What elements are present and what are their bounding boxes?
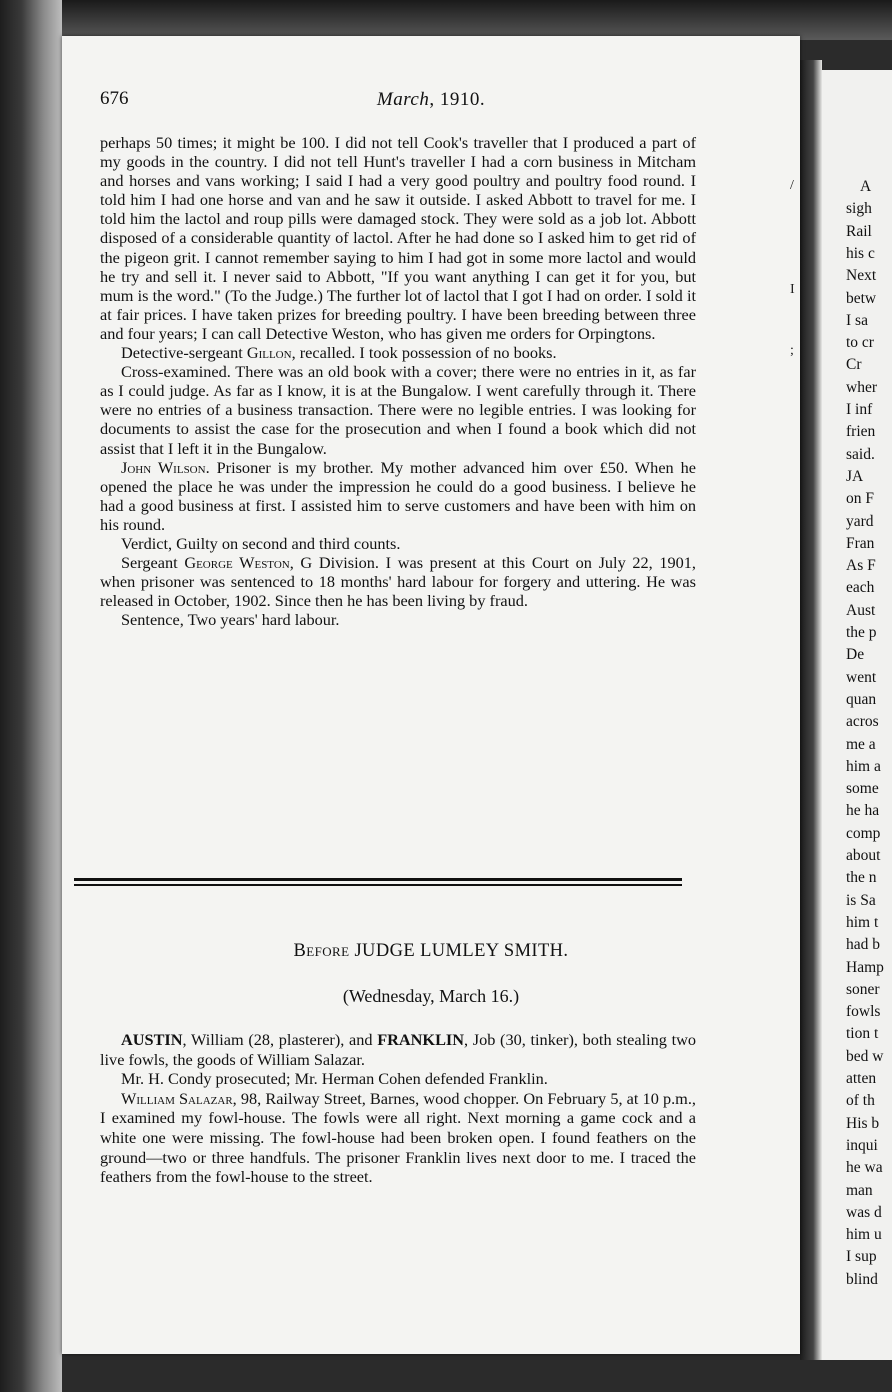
book-gutter	[800, 60, 822, 1360]
adjacent-page-edge	[822, 70, 892, 1360]
weston-prefix: Sergeant	[121, 553, 185, 573]
paragraph-cross-examined: Cross-examined. There was an old book with a cover; there were no entries in it, as far as I could judge. As far as I know, it is at the Bungalow. I went carefully through it. There were no entries of a business transaction. There were no legible entries. I was looking for documents to assist the case for the prosecution and when I found a book which did not assist that I left it in the Bungalow.	[100, 362, 696, 458]
adjacent-page-fragment: I inf	[846, 401, 873, 418]
adjacent-page-fragment: man	[846, 1181, 873, 1199]
gillon-prefix: Detective-sergeant	[121, 343, 247, 363]
running-head-month: March	[376, 89, 430, 110]
paragraph-sentence: Sentence, Two years' hard labour.	[121, 610, 340, 630]
adjacent-page-fragment: frien	[846, 423, 876, 441]
adjacent-page-fragment: yard	[846, 512, 874, 530]
scan-top-border	[0, 0, 892, 40]
adjacent-page-fragment: JA	[846, 467, 864, 485]
charge-text-1: , William (28, plasterer), and	[182, 1030, 378, 1049]
page-number: 676	[100, 88, 129, 109]
defendant-franklin: FRANKLIN	[377, 1030, 465, 1049]
section-judge: JUDGE LUMLEY SMITH.	[349, 941, 569, 961]
adjacent-page-fragment: Next	[846, 267, 877, 285]
margin-mark: /	[790, 178, 794, 193]
case-text	[100, 1030, 696, 1187]
adjacent-page-fragment: he wa	[846, 1159, 883, 1177]
adjacent-page-fragment: De	[846, 646, 865, 664]
section-heading	[62, 941, 800, 962]
adjacent-page-fragment: sigh	[846, 200, 872, 218]
wilson-name: John Wilson	[121, 457, 206, 477]
adjacent-page-fragment: wher	[846, 378, 877, 396]
adjacent-page-fragment: the p	[846, 624, 877, 641]
adjacent-page-fragment: bed w	[846, 1047, 884, 1065]
running-head-year: , 1910.	[429, 89, 486, 110]
adjacent-page-fragment: of th	[846, 1092, 875, 1110]
gillon-name: Gillon	[246, 343, 292, 363]
paragraph-gillon	[100, 343, 696, 362]
adjacent-page-fragment: acros	[846, 713, 879, 731]
adjacent-page-fragment: As F	[846, 557, 876, 575]
adjacent-page-fragment: Cr	[846, 356, 862, 374]
wilson-text: . Prisoner is my brother. My mother advanced him over £50. When he opened the place he was under the impression he could do a good business. I believe he had a good business at first. I assisted him to serve customers and have been with him on his round.	[100, 457, 696, 534]
defendant-austin: AUSTIN	[121, 1030, 183, 1049]
adjacent-page-fragment: I sup	[846, 1248, 877, 1266]
margin-mark: I	[790, 282, 795, 297]
adjacent-page-fragment: I sa	[846, 311, 868, 329]
adjacent-page-fragment: to cr	[846, 334, 874, 352]
paragraph-charge	[100, 1030, 696, 1069]
divider-thick-rule	[74, 878, 682, 881]
adjacent-page-fragment: atten	[846, 1070, 877, 1087]
section-date: (Wednesday, March 16.)	[342, 986, 520, 1006]
adjacent-page-fragment: quan	[846, 690, 877, 708]
adjacent-page-fragment: betw	[846, 289, 877, 307]
paragraph-counsel: Mr. H. Condy prosecuted; Mr. Herman Cohen defended Franklin.	[121, 1069, 548, 1089]
adjacent-page-fragment: him a	[846, 757, 881, 775]
adjacent-page-fragment: Fran	[846, 534, 875, 552]
margin-mark: ;	[790, 343, 794, 358]
adjacent-page-fragment: on F	[846, 490, 874, 508]
gillon-text: , recalled. I took possession of no books.	[291, 343, 557, 363]
adjacent-page-fragment: the n	[846, 869, 877, 887]
adjacent-page-fragment: tion t	[846, 1025, 879, 1043]
section-divider	[74, 878, 682, 886]
adjacent-page-fragment: inqui	[846, 1136, 878, 1154]
adjacent-page-fragment: said.	[846, 445, 875, 463]
adjacent-page-fragment: fowls	[846, 1003, 881, 1021]
scan-left-border	[0, 0, 62, 1392]
adjacent-page-fragment: soner	[846, 980, 880, 998]
salazar-text: , 98, Railway Street, Barnes, wood chopper. On February 5, at 10 p.m., I examined my fowl-house. The fowls were all right. Next morning a game cock and a white one were missing. The fowl-house had been broken open. I found feathers on the ground—two or three handfuls. The prisoner Franklin lives next door to me. I traced the feathers from the fowl-house to the street.	[100, 1088, 696, 1187]
adjacent-page-fragment: blind	[846, 1270, 878, 1288]
adjacent-page-fragment: he ha	[846, 802, 880, 820]
adjacent-page-fragment: is Sa	[846, 891, 876, 909]
adjacent-page-fragment: His b	[846, 1114, 880, 1132]
adjacent-page-fragment: Aust	[846, 601, 876, 619]
adjacent-page-fragment: went	[846, 668, 877, 686]
adjacent-page-fragment: Rail	[846, 222, 872, 240]
adjacent-page-fragment: was d	[846, 1203, 882, 1221]
paragraph-weston	[100, 553, 696, 610]
adjacent-page-fragment: his c	[846, 244, 875, 262]
paragraph-salazar	[100, 1089, 696, 1187]
adjacent-page-fragment: comp	[846, 824, 881, 842]
adjacent-page-fragment: some	[846, 780, 879, 798]
paragraph-wilson	[100, 458, 696, 534]
divider-thin-rule	[74, 884, 682, 886]
salazar-name: William Salazar	[121, 1088, 233, 1108]
weston-name: George Weston	[184, 553, 290, 573]
document-page	[62, 36, 800, 1354]
weston-text: , G Division. I was present at this Court on July 22, 1901, when prisoner was sentenced to 18 months' hard labour for forgery and uttering. He was released in October, 1902. Since then he has been living by fraud.	[100, 553, 696, 611]
section-before: Before	[293, 941, 350, 961]
adjacent-page-fragment: Hamp	[846, 958, 884, 976]
body-text	[100, 133, 696, 629]
paragraph-testimony: perhaps 50 times; it might be 100. I did not tell Cook's traveller that I produced a part of my goods in the country. I did not tell Hunt's traveller I had a corn business in Mitcham and horses and vans working; I said I had a very good poultry and poultry food round. I told him I had one horse and van and he saw it outside. I asked Abbott to travel for me. I told him the lactol and roup pills were damaged stock. They were sold as a job lot. Abbott disposed of a considerable quantity of lactol. After he had done so I asked him to get rid of the pigeon grit. I cannot remember saying to him I had got in some more lactol and would he try and sell it. I never said to Abbott, "If you want anything I can get it for you, but mum is the word." (To the Judge.) The further lot of lactol that I got I had on order. I sold it at fair prices. I have taken prizes for breeding poultry. I have been breeding between three and four years; I can call Detective Weston, who has given me orders for Orpingtons.	[100, 133, 696, 343]
adjacent-page-fragment: me a	[846, 735, 876, 753]
running-head	[62, 89, 800, 111]
adjacent-page-fragment: about	[846, 847, 881, 864]
adjacent-page-fragment: had b	[846, 936, 881, 954]
adjacent-page-fragment: each	[846, 579, 875, 597]
charge-text-2: , Job (30, tinker), both stealing two live fowls, the goods of William Salazar.	[100, 1030, 696, 1069]
adjacent-page-fragment: him u	[846, 1226, 882, 1244]
adjacent-page-fragment: him t	[846, 913, 879, 931]
paragraph-verdict: Verdict, Guilty on second and third counts.	[121, 533, 401, 553]
adjacent-page-fragment: A	[860, 178, 872, 195]
